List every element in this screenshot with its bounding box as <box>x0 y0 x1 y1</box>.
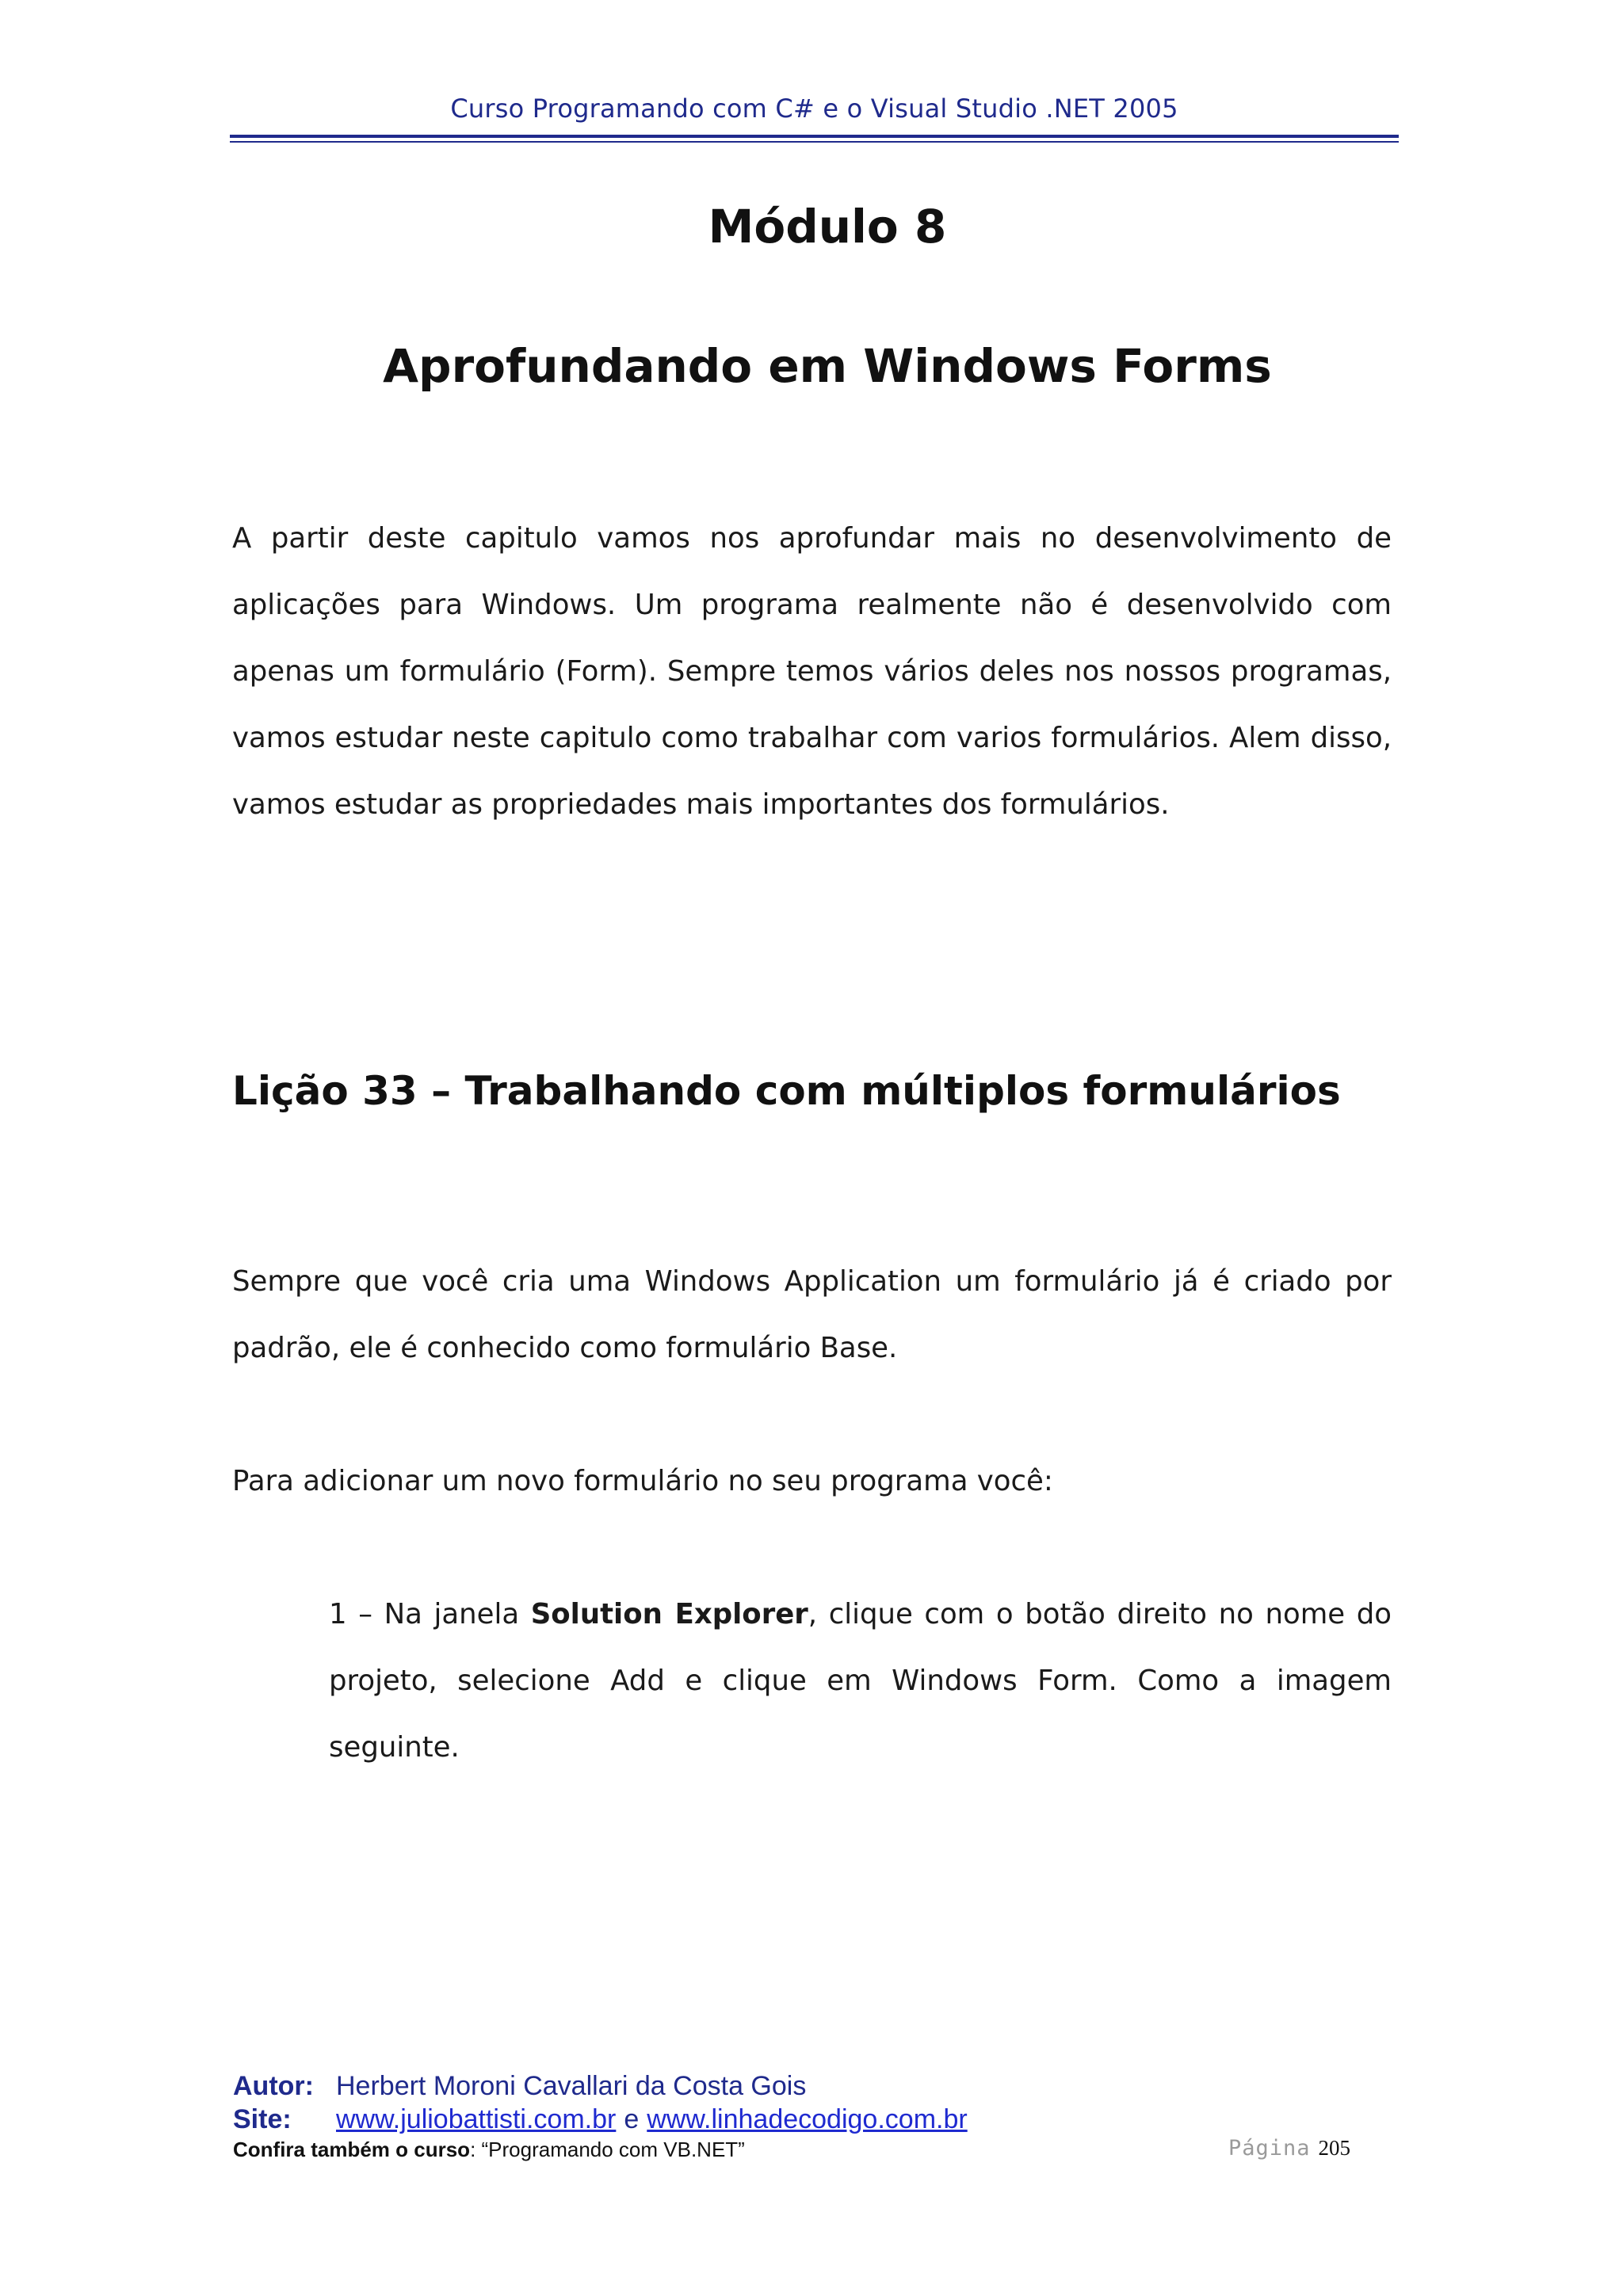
module-title: Módulo 8 <box>708 200 947 254</box>
course-header: Curso Programando com C# e o Visual Studio .NET 2005 <box>450 93 1178 124</box>
step-1-paragraph <box>329 1581 1392 1781</box>
step-1-suffix: , clique com o botão direito no nome do projeto, selecione Add e clique em Windows Form. Como a imagem seguinte. <box>329 1598 1392 1764</box>
site-label: Site: <box>233 2104 292 2134</box>
intro-paragraph: A partir deste capitulo vamos nos aprofundar mais no desenvolvimento de aplicações para Windows. Um programa realmente não é desenvolvido com apenas um formulário (Form). Sempre temos vários deles nos nossos programas, vamos estudar neste capitulo como trabalhar com varios formulários. Alem disso, vamos estudar as propriedades mais importantes dos formulários. <box>232 522 1392 821</box>
lesson-paragraph-2: Para adicionar um novo formulário no seu programa você: <box>232 1465 1053 1497</box>
footer-site-row <box>233 2103 1390 2136</box>
step-1-prefix: 1 – Na janela <box>329 1598 531 1630</box>
lesson-paragraph-1: Sempre que você cria uma Windows Application um formulário já é criado por padrão, ele é conhecido como formulário Base. <box>232 1265 1392 1364</box>
lesson-title: Lição 33 – Trabalhando com múltiplos formulários <box>232 1068 1341 1114</box>
author-label: Autor: <box>233 2071 314 2101</box>
header-rule-thick <box>230 135 1399 138</box>
header-rule-thin <box>230 141 1399 143</box>
footer-also-row <box>233 2136 1390 2163</box>
footer-author-row <box>233 2069 1390 2103</box>
site-separator: e <box>624 2104 640 2134</box>
also-label: Confira também o curso <box>233 2138 471 2161</box>
site-link-linhadecodigo[interactable]: www.linhadecodigo.com.br <box>647 2104 968 2134</box>
page-footer <box>233 2069 1390 2163</box>
author-name: Herbert Moroni Cavallari da Costa Gois <box>336 2071 807 2101</box>
site-link-juliobattisti[interactable]: www.juliobattisti.com.br <box>336 2104 617 2134</box>
chapter-title: Aprofundando em Windows Forms <box>383 339 1272 393</box>
also-value: : “Programando com VB.NET” <box>470 2138 745 2161</box>
page-number <box>1228 2136 1350 2161</box>
page-number-label: Página <box>1228 2136 1311 2161</box>
step-1-emphasis: Solution Explorer <box>530 1598 808 1630</box>
page-number-value: 205 <box>1318 2136 1351 2160</box>
